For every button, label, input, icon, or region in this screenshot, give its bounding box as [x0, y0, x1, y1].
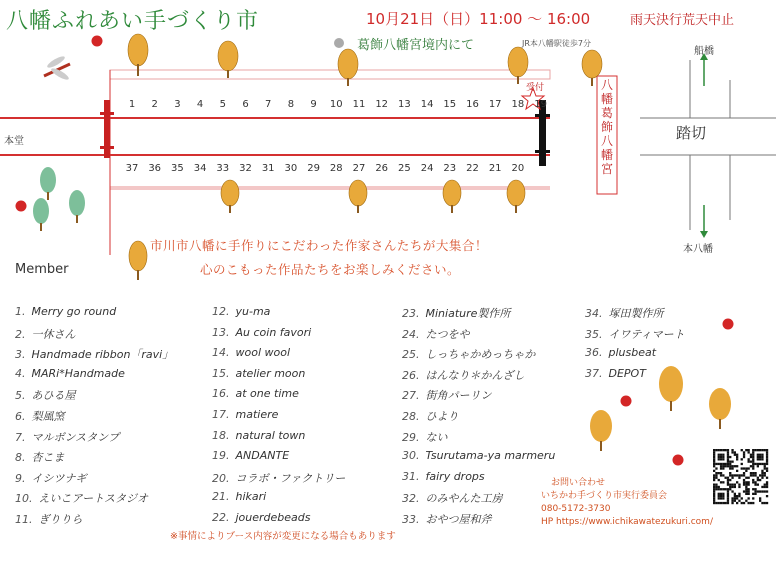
member-item [402, 346, 535, 362]
member-item [212, 305, 270, 318]
arrow-down-icon [700, 205, 708, 238]
stall-number: 19 [534, 99, 547, 110]
member-item [402, 305, 510, 321]
member-item [212, 511, 311, 524]
member-name: Tsurutama-ya marmeru [425, 449, 556, 463]
member-item [402, 408, 459, 424]
stall-number: 30 [284, 163, 298, 174]
event-date: 10月21日（日）11:00 〜 16:00 [366, 10, 591, 28]
member-number: 23. [402, 307, 420, 320]
member-name: たつをや [425, 327, 470, 341]
stall-number: 13 [398, 99, 411, 110]
member-heading: Member [15, 262, 69, 277]
stall-lane-top [110, 70, 550, 79]
stall-number: 32 [239, 163, 252, 174]
member-item [15, 367, 125, 380]
member-name: 一休さん [31, 327, 76, 341]
member-number: 22. [212, 511, 230, 524]
member-name: wool wool [235, 346, 291, 360]
member-name: DEPOT [608, 366, 646, 380]
member-item [402, 470, 485, 483]
member-item [15, 470, 87, 486]
stall-number: 36 [148, 163, 162, 174]
stall-number: 20 [511, 163, 525, 174]
stall-number: 22 [466, 163, 479, 174]
member-name: イシツナギ [31, 471, 87, 485]
member-number: 34. [585, 307, 603, 320]
member-name: plusbeat [608, 346, 657, 360]
honden-label: 本堂 [4, 136, 24, 147]
member-name: 梨風窯 [31, 410, 65, 423]
stall-number: 35 [171, 163, 184, 174]
crossing-label: 踏切 [676, 124, 707, 142]
stall-number: 4 [196, 99, 204, 110]
member-name: 街角パーリン [425, 389, 492, 403]
shrine-label: 八幡葛飾八幡宮 [600, 78, 613, 176]
member-number: 24. [402, 327, 420, 341]
member-item [212, 490, 266, 503]
member-item [15, 326, 76, 342]
torii-left-icon [100, 100, 114, 158]
member-number: 16. [212, 387, 230, 401]
member-name: コラボ・ファクトリー [235, 471, 346, 485]
member-item [15, 408, 65, 424]
member-item [212, 429, 305, 442]
member-number: 3. [15, 348, 26, 362]
member-item [402, 429, 448, 445]
tagline-line2: 心のこもった作品たちをお楽しみください。 [200, 262, 461, 277]
member-number: 5. [15, 389, 26, 403]
stall-number: 37 [125, 163, 139, 174]
member-number: 7. [15, 430, 26, 444]
member-item [402, 449, 555, 462]
stall-number: 33 [216, 163, 230, 174]
member-number: 18. [212, 428, 230, 442]
stall-number: 10 [329, 99, 343, 110]
member-item [15, 305, 116, 318]
member-name: Miniature製作所 [425, 307, 511, 320]
stall-numbers-top [126, 99, 547, 113]
member-item [212, 408, 278, 421]
member-name: at one time [235, 387, 299, 401]
venue: 葛飾八幡宮境内にて [357, 38, 475, 53]
member-name: あひる屋 [31, 389, 76, 403]
stall-number: 16 [466, 99, 479, 110]
change-note: ※事情によりブース内容が変更になる場合もあります [170, 531, 396, 542]
member-number: 11. [15, 513, 33, 526]
member-name: yu-ma [235, 305, 271, 318]
member-number: 6. [15, 410, 26, 423]
member-number: 27. [402, 389, 420, 403]
member-number: 28. [402, 410, 420, 423]
member-number: 9. [15, 471, 26, 485]
rain-note: 雨天決行荒天中止 [630, 13, 735, 28]
tagline-line1: 市川市八幡に手作りにこだわった作家さんたちが大集合！ [150, 238, 488, 253]
contact-heading: お問い合わせ [551, 478, 606, 488]
stall-lane-bottom [110, 186, 550, 190]
stall-number: 28 [329, 163, 343, 174]
member-number: 19. [212, 449, 230, 463]
member-item [212, 449, 289, 462]
member-name: hikari [235, 490, 267, 504]
member-number: 17. [212, 408, 230, 421]
member-number: 1. [15, 305, 26, 318]
member-number: 30. [402, 449, 420, 463]
stall-number: 26 [375, 163, 389, 174]
member-number: 31. [402, 469, 420, 483]
reception-label: 受付 [526, 83, 545, 93]
stall-number: 24 [420, 163, 434, 174]
stall-number: 11 [352, 99, 366, 110]
tagline [150, 234, 488, 282]
member-number: 21. [212, 490, 230, 504]
arrow-up-icon [700, 53, 708, 86]
stall-number: 2 [151, 99, 158, 110]
member-name: イワティマート [608, 327, 685, 341]
stall-number: 1 [128, 99, 136, 110]
member-name: atelier moon [235, 366, 306, 380]
member-number: 37. [585, 366, 603, 380]
stall-number: 21 [488, 163, 502, 174]
contact-org: いちかわ手づくり市実行委員会 [541, 491, 668, 501]
stall-number: 5 [219, 99, 226, 110]
green-tree-icons [33, 167, 85, 231]
member-name: はんなり＊かんざし [425, 368, 525, 382]
stall-number: 9 [310, 99, 317, 110]
member-number: 2. [15, 327, 26, 341]
member-item [402, 511, 492, 527]
member-name: しっちゃかめっちゃか [425, 348, 536, 362]
member-item [212, 326, 311, 339]
stall-number: 8 [287, 99, 295, 110]
qr-code-icon [713, 449, 769, 505]
member-name: fairy drops [425, 469, 485, 483]
stall-number: 18 [511, 99, 525, 110]
member-name: Merry go round [31, 305, 117, 318]
stall-number: 6 [242, 99, 249, 110]
member-item [212, 346, 290, 359]
contact-tel: 080-5172-3730 [541, 504, 611, 514]
stall-number: 23 [443, 163, 457, 174]
stall-number: 14 [420, 99, 434, 110]
stall-number: 25 [398, 163, 411, 174]
member-number: 15. [212, 366, 230, 380]
member-item [212, 470, 345, 486]
member-number: 4. [15, 366, 26, 380]
member-item [15, 511, 83, 527]
member-item [402, 326, 470, 342]
contact-hp: HP https://www.ichikawatezukuri.com/ [541, 517, 713, 527]
member-item [402, 387, 492, 403]
member-name: Au coin favori [235, 325, 312, 339]
member-number: 8. [15, 451, 26, 465]
stall-number: 3 [174, 99, 181, 110]
member-item [15, 449, 65, 465]
member-name: MARi*Handmade [31, 366, 125, 380]
member-name: ANDANTE [235, 449, 290, 463]
member-name: 塚田製作所 [608, 307, 664, 320]
member-number: 12. [212, 305, 230, 318]
member-number: 20. [212, 471, 230, 485]
funabashi-label: 船橋 [694, 46, 714, 57]
member-name: natural town [235, 428, 306, 442]
member-name: マルボンスタンプ [31, 430, 120, 444]
member-item [15, 490, 148, 506]
member-number: 36. [585, 346, 603, 360]
member-number: 35. [585, 327, 603, 341]
stall-number: 34 [193, 163, 207, 174]
member-number: 10. [15, 492, 33, 506]
stall-numbers-bottom [126, 163, 536, 177]
member-number: 14. [212, 346, 230, 360]
member-number: 33. [402, 513, 420, 526]
member-name: ぎりりら [38, 513, 83, 526]
member-name: 杏こま [31, 451, 65, 465]
member-name: jouerdebeads [235, 511, 311, 524]
page-title: 八幡ふれあい手づくり市 [6, 9, 260, 34]
motoyawata-label: 本八幡 [683, 244, 713, 255]
member-number: 26. [402, 368, 420, 382]
member-name: Handmade ribbon「ravi」 [31, 348, 174, 362]
stall-number: 29 [307, 163, 320, 174]
member-name: のみやんた工房 [425, 492, 503, 506]
member-name: えいこアートスタジオ [38, 492, 149, 506]
member-item [212, 367, 305, 380]
member-item [15, 346, 173, 362]
stall-number: 27 [352, 163, 366, 174]
member-number: 25. [402, 348, 420, 362]
stall-number: 7 [265, 99, 272, 110]
member-item [15, 387, 76, 403]
jr-note: JR本八幡駅徒歩7分 [522, 39, 592, 48]
member-item [15, 429, 119, 445]
member-number: 29. [402, 430, 420, 444]
member-item [402, 490, 503, 506]
stall-number: 17 [488, 99, 502, 110]
member-name: ない [425, 430, 448, 444]
contact-block [541, 477, 713, 529]
stall-number: 31 [261, 163, 275, 174]
stall-number: 15 [443, 99, 457, 110]
member-name: おやつ屋和斧 [425, 513, 492, 526]
member-name: matiere [235, 408, 279, 421]
stall-number: 12 [375, 99, 389, 110]
member-item [212, 387, 299, 400]
member-number: 32. [402, 492, 420, 506]
member-item [402, 367, 525, 383]
member-number: 13. [212, 325, 230, 339]
dragonfly-icon [44, 54, 70, 81]
member-name: ひより [425, 410, 459, 423]
